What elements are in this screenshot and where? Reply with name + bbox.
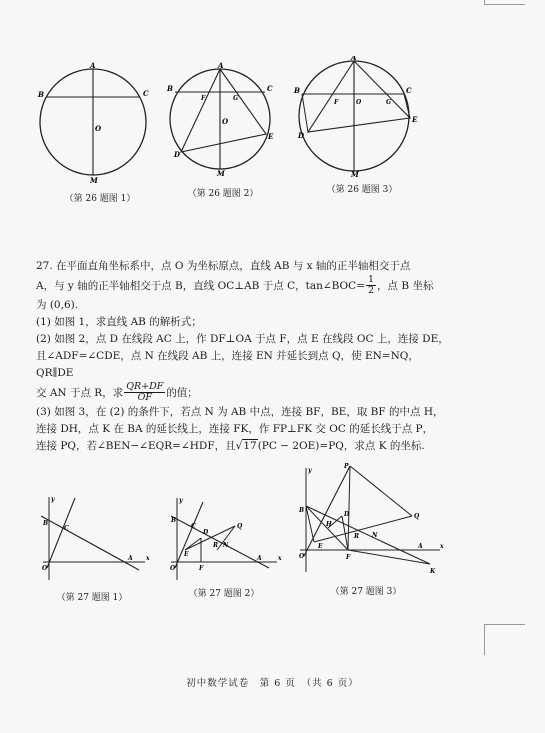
fraction-denominator: 2 [368,285,375,297]
corner-mark-bottom [484,624,525,655]
problem-line-2 [36,275,456,297]
label-h: H [326,521,332,528]
label-o: O [299,553,305,560]
caption-27-2: （第 27 题图 2） [188,589,260,599]
label-a: A [218,62,224,70]
label-c: C [64,525,69,532]
label-e: E [184,551,189,558]
label-o: O [170,565,176,572]
problem-line-7a: 交 AN 于点 R，求 [36,386,124,399]
problem-line-6: 且∠ADF=∠CDE，点 N 在线段 AB 上，连接 EN 并延长到点 Q，使 EN=NQ，QR∥DE [36,349,419,379]
label-a: A [351,56,357,62]
label-o: O [222,117,229,126]
figure-27-1 [35,492,155,584]
label-e: E [268,132,274,141]
problem-line-7b: 的值； [166,386,198,399]
label-k: K [430,568,436,575]
line-db [302,94,308,132]
line-pq [350,466,412,516]
label-b: B [171,517,177,524]
caption-26-1: （第 26 题图 1） [64,194,136,204]
problem-line-8: (3) 如图 3，在 (2) 的条件下，若点 N 为 AB 中点，连接 BF，BE，取 BF 的中点 H， [36,405,444,418]
label-y: y [51,496,55,503]
corner-mark-top [484,0,525,5]
label-x: x [278,555,282,562]
label-a: A [257,555,262,562]
label-o: O [356,99,362,106]
caption-26-3: （第 26 题图 3） [326,185,398,195]
problem-27-text [36,258,456,455]
sqrt-symbol: √ [235,439,243,452]
label-c: C [143,89,149,98]
label-e: E [318,543,323,550]
label-c: C [267,84,273,93]
line-bf [306,506,348,550]
label-b: B [38,90,44,99]
label-f: F [346,554,351,561]
label-p: P [344,463,349,470]
label-f: F [199,565,204,572]
fraction-numerator: QR+DF [126,380,164,392]
problem-line-2b: ，点 B 坐标 [377,279,434,292]
problem-line-7 [36,382,456,404]
figure-26-1 [35,60,165,185]
line-eq [314,516,412,542]
line-fk [348,550,430,564]
page-footer: 初中数学试卷 第 6 页 （共 6 页） [186,678,359,689]
label-d: D [344,511,350,518]
label-a: A [128,555,133,562]
line-be [306,506,314,542]
label-a: A [418,543,423,550]
label-x: x [146,555,150,562]
caption-27-1: （第 27 题图 1） [56,593,128,603]
problem-line-9: 连接 DH，点 K 在 BA 的延长线上，连接 FK，作 FP⊥FK 交 OC 的延长线于点 P， [36,422,434,435]
label-b: B [294,86,300,95]
label-c: C [406,86,412,95]
label-n: N [372,532,378,539]
label-b: B [167,84,173,93]
label-g: G [233,95,239,102]
problem-line-10 [36,438,456,455]
sqrt-argument: 17 [243,439,257,452]
line-fp [348,466,350,550]
label-a: A [90,61,96,70]
problem-line-10b: (PC − 2OE)=PQ，求点 K 的坐标. [257,439,425,452]
problem-line-2a: A，与 y 轴的正半轴相交于点 B，直线 OC⊥AB 于点 C，tan∠BOC= [36,279,365,292]
fraction-expression [124,382,165,404]
label-n: N [223,542,229,549]
label-c: C [191,523,196,530]
label-o: O [95,124,102,133]
label-d: D [174,150,181,159]
label-r: R [354,533,359,540]
fraction-denominator: OF [137,392,152,404]
label-q: Q [237,523,243,530]
figure-26-2 [165,62,280,177]
label-x: x [440,543,444,550]
label-d: D [298,131,305,140]
label-m: M [217,169,225,177]
label-g: G [386,99,392,106]
label-b: B [43,520,49,527]
line-oc [175,502,203,568]
label-b: B [299,507,305,514]
label-y: y [179,497,183,504]
figure-26-3 [292,56,427,178]
label-f: F [201,95,206,102]
label-e: E [412,115,418,124]
label-r: R [213,542,218,549]
figure-27-2 [165,492,285,584]
triangle-lines [308,61,410,132]
problem-line-5: (2) 如图 2，点 D 在线段 AC 上，作 DF⊥OA 于点 F，点 E 在线段 OC 上，连接 DE， [36,332,449,345]
caption-27-3: （第 27 题图 3） [330,587,402,597]
problem-line-1: 27. 在平面直角坐标系中，点 O 为坐标原点，直线 AB 与 x 轴的正半轴相交于点 [36,260,411,272]
problem-line-4: (1) 如图 1，求直线 AB 的解析式； [36,315,202,328]
caption-26-2: （第 26 题图 2） [187,189,259,199]
label-m: M [351,170,359,178]
label-q: Q [414,513,420,520]
label-f: F [334,99,339,106]
fraction-numerator: 1 [368,274,375,285]
figure-27-3 [292,460,450,578]
label-m: M [90,176,98,185]
problem-line-10a: 连接 PQ，若∠BEN−∠EQR=∠HDF，且 [36,439,236,452]
problem-line-3: 为 (0,6). [36,298,79,311]
label-y: y [308,467,312,474]
label-o: O [42,565,48,572]
fraction-tan [366,275,376,297]
label-d: D [203,529,209,536]
